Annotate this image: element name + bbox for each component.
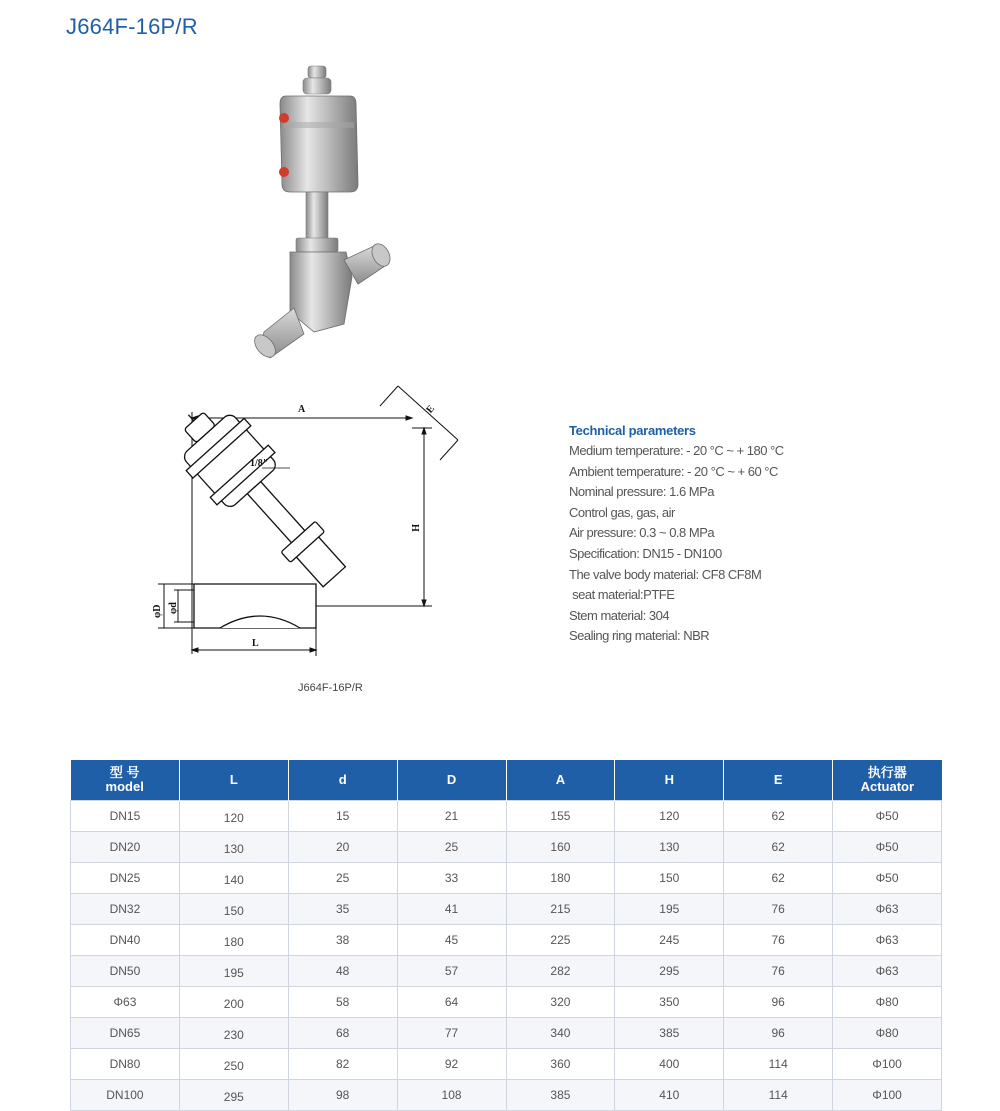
specification-table: [70, 760, 942, 1111]
col-header-actuator-cn: 执行器: [867, 765, 907, 780]
cell-h: 400: [615, 1049, 724, 1080]
col-header-model-cn: 型 号: [109, 765, 140, 780]
table-row: [71, 1049, 942, 1080]
dim-label-thread: 1/8": [250, 458, 269, 469]
cell-h: 195: [615, 894, 724, 925]
table-header-row: [71, 760, 942, 801]
cell-a: 282: [506, 956, 615, 987]
cell-e: 62: [724, 832, 833, 863]
cell-d-small: 48: [288, 956, 397, 987]
dim-label-e: E: [424, 403, 438, 416]
cell-e: 76: [724, 956, 833, 987]
cell-model: DN65: [71, 1018, 180, 1049]
cell-d-small: 25: [288, 863, 397, 894]
cell-e: 76: [724, 894, 833, 925]
cell-l: 200: [179, 987, 288, 1018]
cell-a: 385: [506, 1080, 615, 1111]
cell-actuator: Φ63: [833, 956, 942, 987]
dim-label-phi-small-d: φd: [168, 602, 179, 614]
cell-l: 130: [179, 832, 288, 863]
cell-h: 130: [615, 832, 724, 863]
cell-d-small: 58: [288, 987, 397, 1018]
cell-d-small: 38: [288, 925, 397, 956]
cell-d-big: 108: [397, 1080, 506, 1111]
cell-d-big: 21: [397, 801, 506, 832]
cell-e: 76: [724, 925, 833, 956]
cell-h: 295: [615, 956, 724, 987]
col-header-a: A: [506, 760, 615, 801]
cell-e: 96: [724, 1018, 833, 1049]
cell-d-small: 35: [288, 894, 397, 925]
cell-model: DN40: [71, 925, 180, 956]
cell-d-big: 57: [397, 956, 506, 987]
cell-d-big: 64: [397, 987, 506, 1018]
cell-model: DN20: [71, 832, 180, 863]
col-header-actuator: [833, 760, 942, 801]
cell-l: 195: [179, 956, 288, 987]
cell-d-big: 25: [397, 832, 506, 863]
cell-actuator: Φ100: [833, 1080, 942, 1111]
col-header-l: L: [179, 760, 288, 801]
cell-actuator: Φ63: [833, 894, 942, 925]
params-title: Technical parameters: [569, 423, 696, 438]
dim-label-phi-big-d: φD: [152, 604, 163, 618]
param-body-material: The valve body material: CF8 CF8M: [569, 566, 762, 582]
cell-model: DN15: [71, 801, 180, 832]
cell-actuator: Φ80: [833, 987, 942, 1018]
valve-dimension-drawing: [150, 378, 480, 668]
cell-d-big: 33: [397, 863, 506, 894]
cell-h: 150: [615, 863, 724, 894]
table-row: [71, 925, 942, 956]
table-row: [71, 894, 942, 925]
drawing-caption: J664F-16P/R: [298, 682, 363, 694]
cell-d-big: 92: [397, 1049, 506, 1080]
dim-label-a: A: [298, 404, 306, 415]
cell-e: 62: [724, 863, 833, 894]
cell-model: DN100: [71, 1080, 180, 1111]
cell-a: 360: [506, 1049, 615, 1080]
dim-label-h: H: [409, 524, 420, 532]
cell-l: 120: [179, 801, 288, 832]
cell-l: 180: [179, 925, 288, 956]
cell-d-small: 68: [288, 1018, 397, 1049]
dim-label-l: L: [252, 638, 259, 649]
cell-l: 250: [179, 1049, 288, 1080]
technical-parameters: [569, 423, 869, 647]
cell-a: 155: [506, 801, 615, 832]
cell-a: 340: [506, 1018, 615, 1049]
cell-a: 180: [506, 863, 615, 894]
param-stem-material: Stem material: 304: [569, 607, 670, 623]
table-row: [71, 1080, 942, 1111]
cell-e: 114: [724, 1080, 833, 1111]
param-nominal-pressure: Nominal pressure: 1.6 MPa: [569, 484, 715, 500]
cell-e: 114: [724, 1049, 833, 1080]
param-sealing-ring-material: Sealing ring material: NBR: [569, 628, 710, 644]
cell-e: 62: [724, 801, 833, 832]
valve-photo: [240, 62, 420, 372]
cell-d-big: 77: [397, 1018, 506, 1049]
cell-h: 385: [615, 1018, 724, 1049]
cell-d-small: 98: [288, 1080, 397, 1111]
cell-actuator: Φ50: [833, 863, 942, 894]
col-header-d-small: d: [288, 760, 397, 801]
cell-l: 150: [179, 894, 288, 925]
table-row: [71, 832, 942, 863]
cell-d-small: 82: [288, 1049, 397, 1080]
cell-l: 230: [179, 1018, 288, 1049]
table-row: [71, 1018, 942, 1049]
cell-d-small: 20: [288, 832, 397, 863]
col-header-model: [71, 760, 180, 801]
param-specification: Specification: DN15 - DN100: [569, 545, 722, 561]
table-row: [71, 956, 942, 987]
col-header-d-big: D: [397, 760, 506, 801]
table-row: [71, 801, 942, 832]
cell-actuator: Φ50: [833, 832, 942, 863]
cell-actuator: Φ50: [833, 801, 942, 832]
cell-model: DN25: [71, 863, 180, 894]
cell-h: 350: [615, 987, 724, 1018]
param-control-gas: Control gas, gas, air: [569, 504, 675, 520]
cell-actuator: Φ100: [833, 1049, 942, 1080]
cell-model: DN80: [71, 1049, 180, 1080]
param-seat-material: seat material:PTFE: [569, 587, 675, 603]
page-title: J664F-16P/R: [66, 14, 198, 39]
col-header-model-en: model: [105, 779, 144, 794]
cell-model: DN50: [71, 956, 180, 987]
cell-model: DN32: [71, 894, 180, 925]
table-row: [71, 863, 942, 894]
cell-l: 295: [179, 1080, 288, 1111]
param-medium-temperature: Medium temperature: - 20 °C ~ + 180 °C: [569, 443, 784, 458]
cell-actuator: Φ80: [833, 1018, 942, 1049]
cell-d-big: 41: [397, 894, 506, 925]
cell-h: 120: [615, 801, 724, 832]
cell-a: 160: [506, 832, 615, 863]
col-header-h: H: [615, 760, 724, 801]
cell-d-small: 15: [288, 801, 397, 832]
cell-e: 96: [724, 987, 833, 1018]
cell-a: 215: [506, 894, 615, 925]
table-row: [71, 987, 942, 1018]
cell-l: 140: [179, 863, 288, 894]
cell-model: Φ63: [71, 987, 180, 1018]
col-header-actuator-en: Actuator: [860, 779, 915, 794]
cell-h: 245: [615, 925, 724, 956]
cell-d-big: 45: [397, 925, 506, 956]
cell-h: 410: [615, 1080, 724, 1111]
param-air-pressure: Air pressure: 0.3 ~ 0.8 MPa: [569, 525, 715, 541]
cell-a: 320: [506, 987, 615, 1018]
cell-actuator: Φ63: [833, 925, 942, 956]
cell-a: 225: [506, 925, 615, 956]
col-header-e: E: [724, 760, 833, 801]
param-ambient-temperature: Ambient temperature: - 20 °C ~ + 60 °C: [569, 463, 778, 479]
